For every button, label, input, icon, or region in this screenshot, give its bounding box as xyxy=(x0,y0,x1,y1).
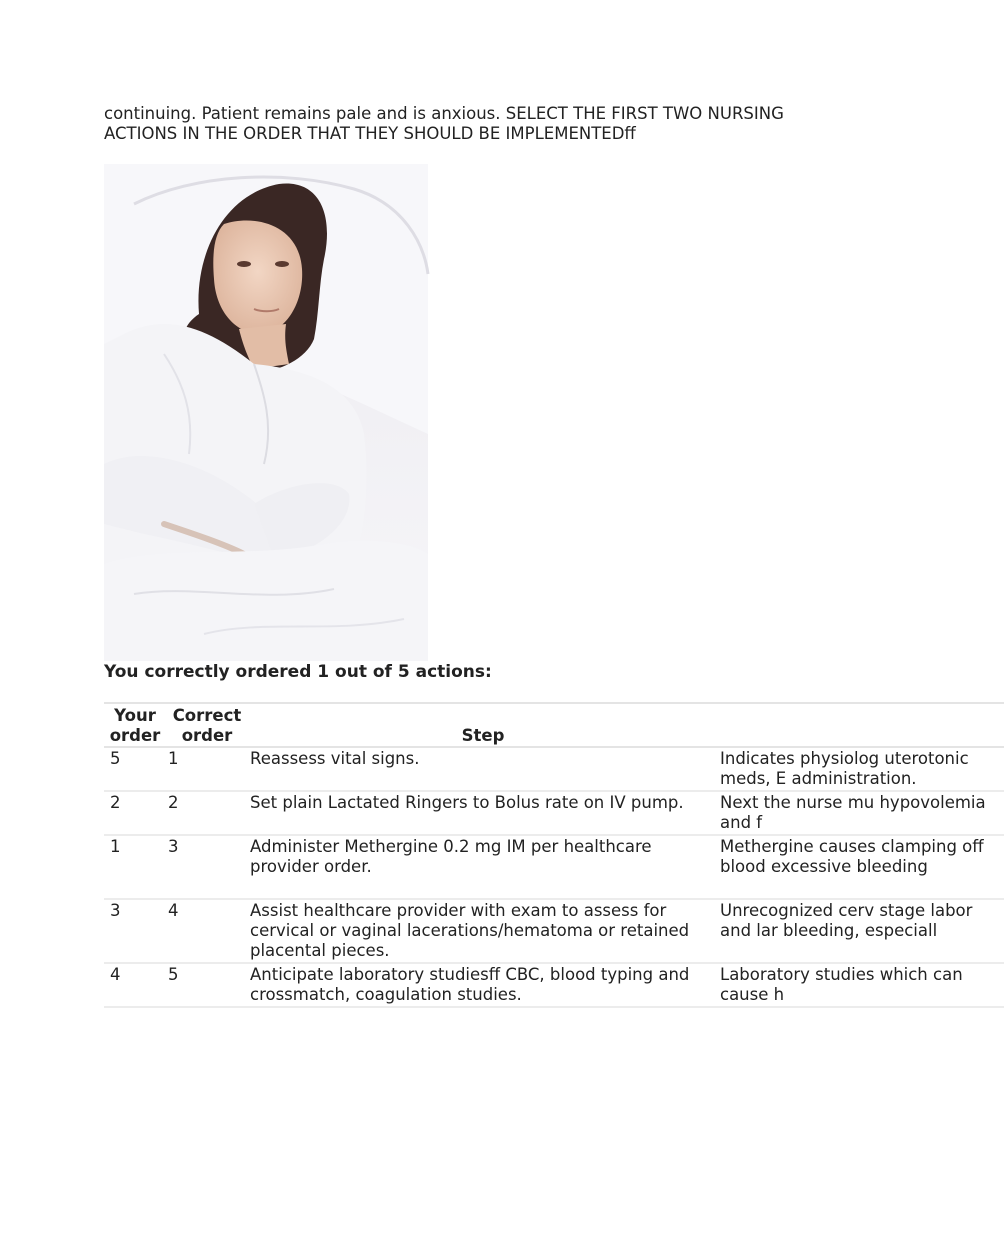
rationale-cell: Next the nurse mu hypovolemia and f xyxy=(718,791,1004,835)
question-prompt: continuing. Patient remains pale and is anxious. SELECT THE FIRST TWO NURSING ACTIONS IN THE ORDER THAT THEY SHOULD BE IMPLEMENTEDff xyxy=(104,104,784,143)
your-order-cell: 3 xyxy=(104,899,166,963)
correct-order-header: Correct order xyxy=(166,703,248,747)
step-cell: Assist healthcare provider with exam to assess for cervical or vaginal lacerations/hematoma or retained placental pieces. xyxy=(248,899,718,963)
table-header-row xyxy=(104,703,1004,747)
correct-order-cell: 2 xyxy=(166,791,248,835)
step-cell: Administer Methergine 0.2 mg IM per healthcare provider order. xyxy=(248,835,718,899)
patient-photo xyxy=(104,164,428,661)
table-row xyxy=(104,899,1004,963)
correct-order-cell: 1 xyxy=(166,747,248,791)
rationale-cell: Laboratory studies which can cause h xyxy=(718,963,1004,1007)
your-order-cell: 1 xyxy=(104,835,166,899)
results-table-container xyxy=(104,702,986,1042)
correct-order-cell: 4 xyxy=(166,899,248,963)
your-order-cell: 5 xyxy=(104,747,166,791)
table-row xyxy=(104,963,1004,1007)
your-order-cell: 2 xyxy=(104,791,166,835)
step-cell: Set plain Lactated Ringers to Bolus rate on IV pump. xyxy=(248,791,718,835)
your-order-cell: 4 xyxy=(104,963,166,1007)
step-header: Step xyxy=(248,703,718,747)
rationale-cell: Indicates physiolog uterotonic meds, E administration. xyxy=(718,747,1004,791)
correct-order-cell: 5 xyxy=(166,963,248,1007)
rationale-cell: Unrecognized cerv stage labor and lar bleeding, especiall xyxy=(718,899,1004,963)
table-row xyxy=(104,747,1004,791)
results-table xyxy=(104,702,1004,1008)
rationale-header xyxy=(718,703,1004,747)
your-order-header: Your order xyxy=(104,703,166,747)
step-cell: Anticipate laboratory studiesff CBC, blood typing and crossmatch, coagulation studies. xyxy=(248,963,718,1007)
correct-order-cell: 3 xyxy=(166,835,248,899)
table-row xyxy=(104,791,1004,835)
rationale-cell: Methergine causes clamping off blood excessive bleeding xyxy=(718,835,1004,899)
score-summary: You correctly ordered 1 out of 5 actions: xyxy=(104,662,492,682)
table-row xyxy=(104,835,1004,899)
step-cell: Reassess vital signs. xyxy=(248,747,718,791)
